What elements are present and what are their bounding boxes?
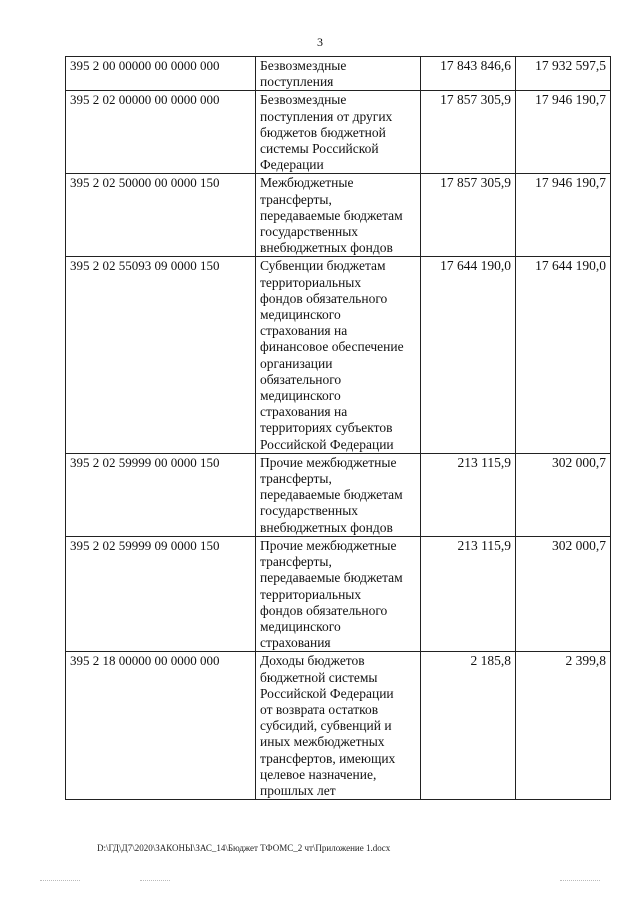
budget-code: 395 2 02 59999 09 0000 150	[66, 536, 256, 651]
table-row	[66, 652, 611, 800]
table-row	[66, 257, 611, 453]
scan-artifact	[40, 880, 80, 882]
revenue-name: Безвозмездные поступления	[256, 57, 421, 91]
table-row	[66, 57, 611, 91]
budget-code: 395 2 00 00000 00 0000 000	[66, 57, 256, 91]
amount-year-2: 17 932 597,5	[516, 57, 611, 91]
amount-year-1: 17 843 846,6	[421, 57, 516, 91]
table-row	[66, 91, 611, 174]
revenue-name: Безвозмездные поступления от других бюджетов бюджетной системы Российской Федерации	[256, 91, 421, 174]
amount-year-2: 17 946 190,7	[516, 174, 611, 257]
revenue-name: Доходы бюджетов бюджетной системы Российской Федерации от возврата остатков субсидий, субвенций и иных межбюджетных трансфертов, имеющих целевое назначение, прошлых лет	[256, 652, 421, 800]
table-row	[66, 536, 611, 651]
budget-code: 395 2 18 00000 00 0000 000	[66, 652, 256, 800]
amount-year-1: 2 185,8	[421, 652, 516, 800]
amount-year-1: 17 857 305,9	[421, 174, 516, 257]
table-row	[66, 453, 611, 536]
table-row	[66, 174, 611, 257]
budget-code: 395 2 02 59999 00 0000 150	[66, 453, 256, 536]
budget-code: 395 2 02 55093 09 0000 150	[66, 257, 256, 453]
revenue-name: Прочие межбюджетные трансферты, передаваемые бюджетам территориальных фондов обязательного медицинского страхования	[256, 536, 421, 651]
budget-code: 395 2 02 50000 00 0000 150	[66, 174, 256, 257]
amount-year-2: 2 399,8	[516, 652, 611, 800]
scan-artifact	[560, 880, 600, 882]
revenue-name: Межбюджетные трансферты, передаваемые бюджетам государственных внебюджетных фондов	[256, 174, 421, 257]
amount-year-2: 17 946 190,7	[516, 91, 611, 174]
file-path-footer: D:\ГД\Д7\2020\ЗАКОНЫ\ЗАС_14\Бюджет ТФОМС_2 чт\Приложение 1.docx	[97, 843, 391, 853]
page-number: 3	[317, 35, 323, 49]
scan-artifact	[140, 880, 170, 882]
revenue-name: Субвенции бюджетам территориальных фондов обязательного медицинского страхования на финансовое обеспечение организации обязательного медицинского страхования на территориях субъектов Российской Федерации	[256, 257, 421, 453]
budget-table	[65, 56, 611, 800]
amount-year-2: 17 644 190,0	[516, 257, 611, 453]
amount-year-2: 302 000,7	[516, 453, 611, 536]
amount-year-1: 17 857 305,9	[421, 91, 516, 174]
amount-year-2: 302 000,7	[516, 536, 611, 651]
amount-year-1: 17 644 190,0	[421, 257, 516, 453]
budget-code: 395 2 02 00000 00 0000 000	[66, 91, 256, 174]
revenue-name: Прочие межбюджетные трансферты, передаваемые бюджетам государственных внебюджетных фондов	[256, 453, 421, 536]
amount-year-1: 213 115,9	[421, 453, 516, 536]
amount-year-1: 213 115,9	[421, 536, 516, 651]
